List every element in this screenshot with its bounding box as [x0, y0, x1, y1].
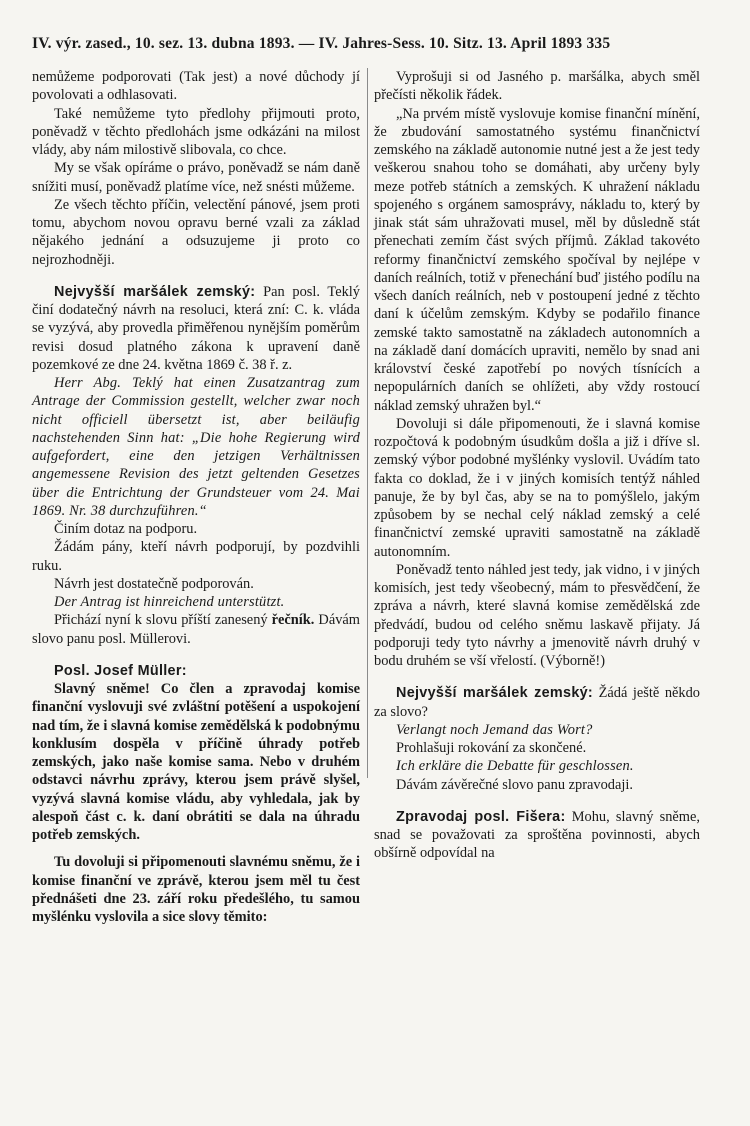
- column-divider: [367, 68, 368, 778]
- paragraph: [32, 611, 360, 648]
- paragraph: Také nemůžeme tyto předlohy přijmouti proto, poněvadž v těchto předlohách jsme odkázáni na milost vlády, aby nám milostivě slibovala, co chce.: [32, 105, 360, 158]
- paragraph: My se však opíráme o právo, poněvadž se nám daně snížiti musí, poněvadž platíme více, než snésti můžeme.: [32, 160, 360, 195]
- paragraph: Žádám pány, kteří návrh podporují, by pozdvihli ruku.: [32, 539, 360, 574]
- speaker-name: Nejvyšší maršálek zemský:: [396, 685, 594, 702]
- spacer: [32, 269, 360, 283]
- speech-text: Žádá ještě někdo za slovo?: [374, 685, 700, 720]
- right-column: [374, 68, 700, 863]
- spacer: [32, 648, 360, 662]
- paragraph: Dovoluji si dále připomenouti, že i slavná komise rozpočtová k podobným úsudkům došla a již i dříve sl. zemský výbor podobné myšlénky vyslovil. Uvádím tato fakta co doklad, že i v jiných komisích tentýž náhled panuje, že by byl čas, aby se na to pomýšlelo, jakým způsobem by se nechal celý náklad zemský a celé finančnictví zemské upraviti samostatně na základě autonomním.: [374, 415, 700, 560]
- speaker-paragraph: [32, 283, 360, 374]
- paragraph: Ze všech těchto příčin, velectění pánové, jsem proti tomu, abychom novou opravu berné vzali za základ nějakého jednání a odsuzujeme ji proto co nejrozhodněji.: [32, 196, 360, 268]
- paragraph: Poněvadž tento náhled jest tedy, jak vidno, i v jiných komisích, jest tedy všeobecný, mám to přesvědčení, že zpráva a návrh, které slavná komise zemědělská zde předvádí, budou od celého sněmu laskavě přijaty. Já podporuji tedy tyto návrhy a jmenovitě návrh druhý v bodu druhém se vší vřelostí. (Výborně!): [374, 561, 701, 669]
- text-span-bold: řečník.: [271, 612, 315, 629]
- speech-paragraph: Slavný sněme! Co člen a zpravodaj komise finanční vyslovuji své zvláštní potěšení a uspokojení nad tím, že i slavná komise zemědělská k podobnýmu konklusím dospěla v příčině úhrady potřeb zemských, jako naše komise sama. Nebo v druhém odstavci návrhu zprávy, kterou jsem právě slyšel, vyzývá slavná komise vládu, aby vyhledala, jak by alespoň část c. k. daní obrátiti se dala na úhradu potřeb zemských.: [32, 681, 360, 843]
- speech-paragraph: Tu dovoluji si připomenouti slavnému sněmu, že i komise finanční ve zprávě, kterou jsem měl tu čest přednášeti dne 23. září roku předešlého, tu samou myšlénku vyslovila a sice slovy těmito:: [32, 854, 360, 925]
- german-paragraph: Verlangt noch Jemand das Wort?: [396, 721, 593, 738]
- paragraph: Činím dotaz na podporu.: [54, 521, 198, 537]
- quote-paragraph: „Na prvém místě vyslovuje komise finanční mínění, že zbudování samostatného systému finančnictví zemského na základě autonomie nutné jest a že jest tedy veškerou snahou toho se domáhati, aby určeny byly meze potřeb státních a zemských. K uhražení nákladu spojeného s orgánem samosprávy, nákladu to, který by jinak stát sám uhražovati musel, měl by důsledně stát přenechati zemím část svých příjmů. Základ takovéto reformy finančnictví zemského spočíval by nejlépe v daních reálních, totiž v přenechání buď jistého podílu na všech daních reálních, neb v postoupení jedné z těchto daní k účelům zemským. Kdyby se podařilo finance zemské takto samostatně na základech autonomních a na základě daní domácích upraviti, nemělo by snad ani království české zapotřebí po nových tísnících a nepopulárních daních se ohlížeti, aby vždy rostoucí náklad zemský uhražen byl.“: [374, 105, 700, 414]
- spacer: [374, 794, 700, 808]
- paragraph: Návrh jest dostatečně podporován.: [54, 575, 254, 592]
- german-paragraph: Ich erkläre die Debatte für geschlossen.: [396, 758, 634, 775]
- german-paragraph: Der Antrag ist hinreichend unterstützt.: [54, 594, 285, 610]
- paragraph: nemůžeme podporovati (Tak jest) a nové důchody jí povolovati a odhlasovati.: [32, 69, 360, 104]
- speaker-name: Nejvyšší maršálek zemský:: [54, 283, 256, 300]
- speech-text: Mohu, slavný sněme, snad se považovati za sproštěna povinnosti, abych obšírně odpovídal na: [374, 808, 700, 862]
- speaker-heading: [32, 662, 360, 680]
- speaker-paragraph: [374, 808, 700, 863]
- speaker-name: Zpravodaj posl. Fišera:: [396, 808, 566, 825]
- speaker-paragraph: [374, 684, 700, 721]
- text-span: Přichází nyní k slovu příští zanesený: [54, 612, 268, 629]
- speaker-name: Posl. Josef Müller:: [54, 662, 187, 679]
- page-header: IV. výr. zased., 10. sez. 13. dubna 1893. — IV. Jahres-Sess. 10. Sitz. 13. April 1893 335: [32, 35, 611, 52]
- spacer: [374, 670, 700, 684]
- paragraph: Dávám závěrečné slovo panu zpravodaji.: [396, 776, 633, 793]
- text-span: Dávám slovo panu posl. Müllerovi.: [32, 612, 360, 647]
- speech-text: Pan posl. Teklý činí dodatečný návrh na resoluci, která zní: C. k. vláda se vyzývá, aby provedla přiměřenou nynějším poměrům revisi dosud platného zákona k upravení daně pozemkové ze dne 24. května 1869 č. 38 ř. z.: [32, 283, 360, 373]
- spacer: [32, 844, 360, 853]
- paragraph: Prohlašuji rokování za skončené.: [396, 740, 587, 756]
- paragraph: Vyprošuji si od Jasného p. maršálka, abych směl přečísti několik řádek.: [374, 69, 700, 104]
- german-paragraph: Herr Abg. Teklý hat einen Zusatzantrag zum Antrage der Commission gestellt, welcher zwar noch nicht officiell übersetzt ist, aber beiläufig nachstehenden Sinn hat: „Die hohe Regierung wird aufgefordert, eine den jetzigen Verhältnissen angemessene Revision des jetzt geltenden Gesetzes über die Entrichtung der Grundsteuer vom 24. Mai 1869. Nr. 38 durchzuführen.“: [32, 375, 360, 519]
- left-column: [32, 68, 360, 926]
